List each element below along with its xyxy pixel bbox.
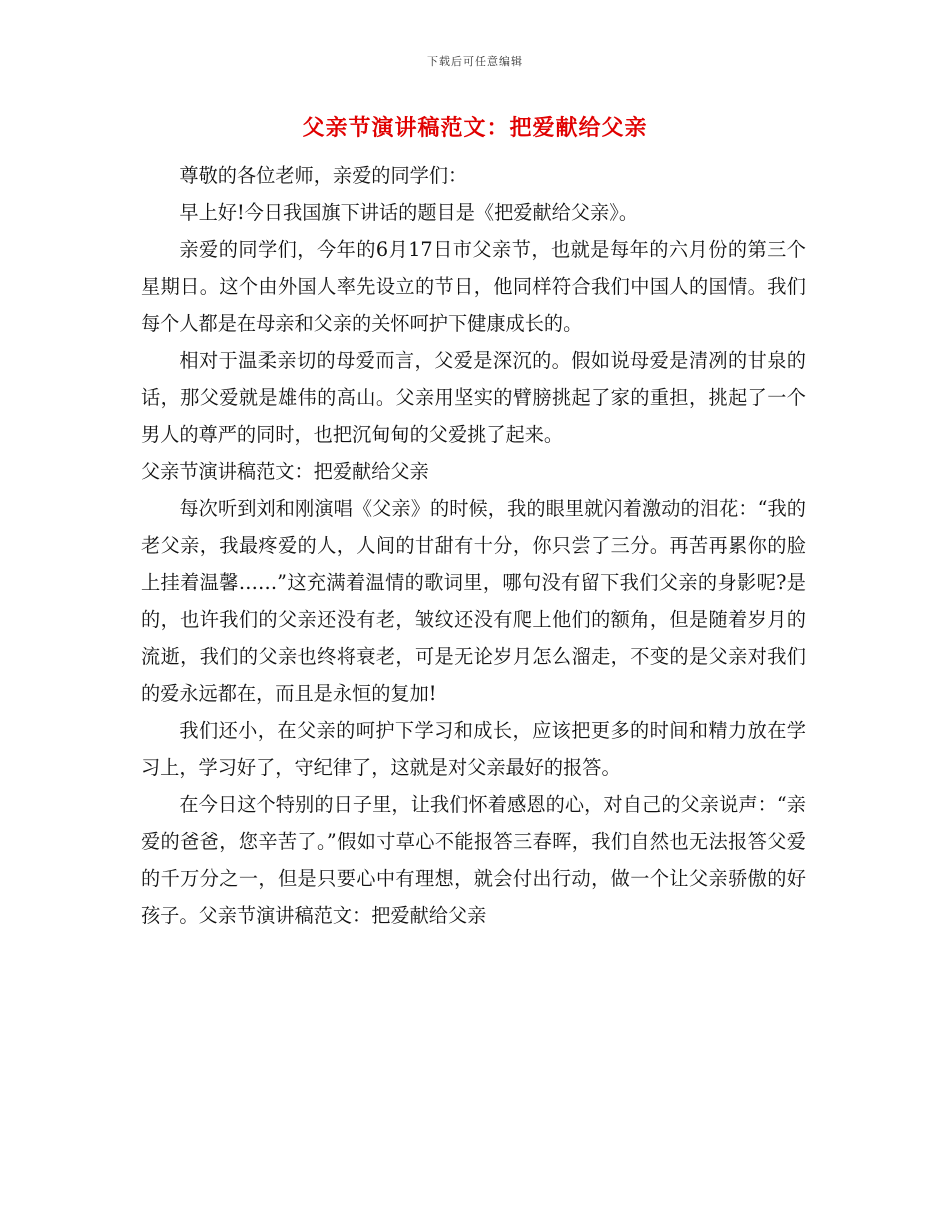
- document-title: 父亲节演讲稿范文：把爱献给父亲: [302, 115, 648, 141]
- body-paragraph: 每次听到刘和刚演唱《父亲》的时候，我的眼里就闪着激动的泪花：“我的老父亲，我最疼爱的人，人间的甘甜有十分，你只尝了三分。再苦再累你的脸上挂着温馨……”这充满着温情的歌词里，哪句没有留下我们父亲的身影呢?是的，也许我们的父亲还没有老，皱纹还没有爬上他们的额角，但是随着岁月的流逝，我们的父亲也终将衰老，可是无论岁月怎么溜走，不变的是父亲对我们的爱永远都在，而且是永恒的复加!: [141, 497, 806, 705]
- document-body: [141, 157, 806, 934]
- header-note: 下载后可任意编辑: [427, 55, 523, 68]
- body-paragraph: 我们还小，在父亲的呵护下学习和成长，应该把更多的时间和精力放在学习上，学习好了，守纪律了，这就是对父亲最好的报答。: [141, 719, 806, 779]
- greeting-paragraph: 尊敬的各位老师，亲爱的同学们：: [179, 164, 468, 187]
- body-paragraph: 亲爱的同学们，今年的6月17日市父亲节，也就是每年的六月份的第三个星期日。这个由外国人率先设立的节日，他同样符合我们中国人的国情。我们每个人都是在母亲和父亲的关怀呵护下健康成长的。: [141, 238, 806, 335]
- inline-title-line: 父亲节演讲稿范文：把爱献给父亲: [141, 460, 429, 483]
- closing-paragraph: 在今日这个特别的日子里，让我们怀着感恩的心，对自己的父亲说声：“亲爱的爸爸，您辛苦了。”假如寸草心不能报答三春晖，我们自然也无法报答父爱的千万分之一，但是只要心中有理想，就会付出行动，做一个让父亲骄傲的好孩子。父亲节演讲稿范文：把爱献给父亲: [141, 793, 806, 927]
- body-paragraph: 相对于温柔亲切的母爱而言，父爱是深沉的。假如说母爱是清冽的甘泉的话，那父爱就是雄伟的高山。父亲用坚实的臂膀挑起了家的重担，挑起了一个男人的尊严的同时，也把沉甸甸的父爱挑了起来。: [141, 349, 806, 446]
- opening-paragraph: 早上好!今日我国旗下讲话的题目是《把爱献给父亲》。: [179, 201, 639, 224]
